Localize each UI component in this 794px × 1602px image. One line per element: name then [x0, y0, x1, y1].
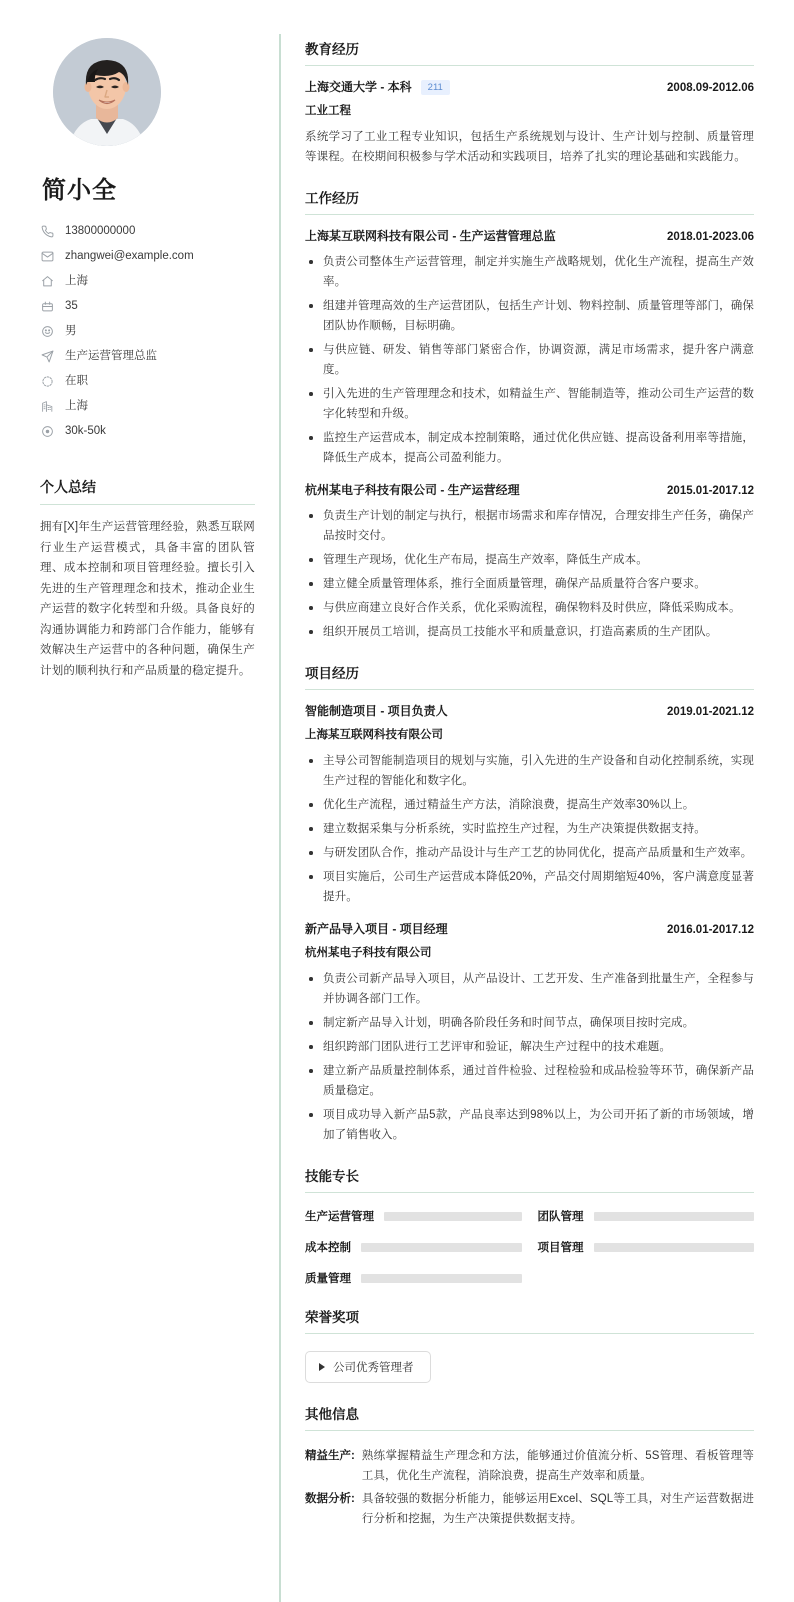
summary-text: 拥有[X]年生产运营管理经验，熟悉互联网行业生产运营模式，具备丰富的团队管理、成本控制和项目管理经验。擅长引入先进的生产管理理念和技术，推动企业生产运营的数字化转型和升级。具备良好的沟通协调能力和跨部门合作能力，能够有效解决生产运营中的各种问题，确保生产计划的顺利执行和产品质量的稳定提升。 [40, 521, 255, 677]
contact-item-position [40, 348, 255, 364]
summary-heading: 个人总结 [40, 477, 255, 505]
list-item: 与供应链、研发、销售等部门紧密合作，协调资源，满足市场需求，提升客户满意度。 [305, 340, 754, 380]
work-bullets [305, 252, 754, 468]
other-info-heading: 其他信息 [305, 1403, 754, 1431]
education-heading: 教育经历 [305, 38, 754, 66]
contact-item-salary [40, 423, 255, 439]
work-date: 2018.01-2023.06 [667, 231, 754, 243]
project-bullets [305, 969, 754, 1145]
work-heading: 工作经历 [305, 187, 754, 215]
list-item: 优化生产流程，通过精益生产方法，消除浪费，提高生产效率30%以上。 [305, 795, 754, 815]
list-item: 项目成功导入新产品5款，产品良率达到98%以上，为公司开拓了新的市场领域，增加了销售收入。 [305, 1105, 754, 1145]
work-entry [305, 482, 754, 642]
home-icon [40, 274, 55, 289]
contact-value: 上海 [65, 400, 88, 412]
mail-icon [40, 249, 55, 264]
list-item: 引入先进的生产管理理念和技术，如精益生产、智能制造等，推动公司生产运营的数字化转型和升级。 [305, 384, 754, 424]
skill-label: 成本控制 [305, 1242, 351, 1254]
other-info-section [305, 1403, 754, 1529]
project-company: 杭州某电子科技有限公司 [305, 947, 432, 959]
contact-value: 男 [65, 325, 77, 337]
work-title: 上海某互联网科技有限公司 - 生产运营管理总监 [305, 229, 556, 243]
gender-icon [40, 324, 55, 339]
other-info-value: 具备较强的数据分析能力，能够运用Excel、SQL等工具，对生产运营数据进行分析和挖掘，为生产决策提供数据支持。 [361, 1493, 754, 1525]
list-item: 负责公司整体生产运营管理，制定并实施生产战略规划，优化生产流程，提高生产效率。 [305, 252, 754, 292]
education-entry [305, 79, 754, 167]
work-section [305, 187, 754, 642]
contact-value: 35 [65, 300, 78, 312]
project-entry [305, 921, 754, 1145]
entry-header [305, 921, 754, 938]
list-item: 建立数据采集与分析系统，实时监控生产过程，为生产决策提供数据支持。 [305, 819, 754, 839]
skill-progress-track [361, 1243, 522, 1252]
other-info-value: 熟练掌握精益生产理念和方法，能够通过价值流分析、5S管理、看板管理等工具，优化生产流程，消除浪费，提高生产效率和质量。 [361, 1450, 754, 1482]
work-entry [305, 228, 754, 468]
contact-value: 30k-50k [65, 425, 106, 437]
contact-item-location [40, 273, 255, 289]
sidebar [0, 0, 281, 1602]
list-item: 监控生产运营成本，制定成本控制策略，通过优化供应链、提高设备利用率等措施，降低生产成本，提高公司盈利能力。 [305, 428, 754, 468]
skill-item [538, 1239, 755, 1255]
skill-progress-track [594, 1212, 755, 1221]
honor-chip[interactable] [305, 1351, 431, 1383]
skill-item [538, 1208, 755, 1224]
list-item: 管理生产现场，优化生产布局，提高生产效率，降低生产成本。 [305, 550, 754, 570]
entry-header [305, 482, 754, 499]
skill-progress-track [594, 1243, 755, 1252]
work-title: 杭州某电子科技有限公司 - 生产运营经理 [305, 483, 520, 497]
project-bullets [305, 751, 754, 907]
other-info-label: 数据分析: [305, 1493, 355, 1505]
triangle-bullet-icon [319, 1363, 325, 1371]
education-date: 2008.09-2012.06 [667, 82, 754, 94]
entry-header [305, 79, 754, 96]
contact-value: 在职 [65, 375, 88, 387]
main-content [281, 0, 794, 1602]
list-item: 与供应商建立良好合作关系，优化采购流程，确保物料及时供应，降低采购成本。 [305, 598, 754, 618]
skill-item [305, 1270, 522, 1286]
avatar [53, 38, 161, 146]
work-bullets [305, 506, 754, 642]
summary-section [40, 477, 255, 681]
skill-label: 团队管理 [537, 1211, 584, 1223]
skill-item [305, 1239, 522, 1255]
contact-item-gender [40, 323, 255, 339]
phone-icon [40, 224, 55, 239]
list-item: 制定新产品导入计划，明确各阶段任务和时间节点，确保项目按时完成。 [305, 1013, 754, 1033]
list-item: 项目实施后，公司生产运营成本降低20%，产品交付周期缩短40%，客户满意度显著提升。 [305, 867, 754, 907]
list-item: 与研发团队合作，推动产品设计与生产工艺的协同优化，提高产品质量和生产效率。 [305, 843, 754, 863]
skill-label: 生产运营管理 [305, 1211, 374, 1223]
other-info-row [305, 1446, 754, 1486]
contact-value: 上海 [65, 275, 88, 287]
skill-item [305, 1208, 522, 1224]
skills-grid [305, 1206, 754, 1286]
honors-list [305, 1347, 754, 1383]
contact-item-age [40, 298, 255, 314]
contact-item-phone [40, 223, 255, 239]
contact-value: 生产运营管理总监 [65, 350, 157, 362]
rocket-icon [40, 349, 55, 364]
list-item: 主导公司智能制造项目的规划与实施，引入先进的生产设备和自动化控制系统，实现生产过程的智能化和数字化。 [305, 751, 754, 791]
education-section [305, 38, 754, 167]
skill-progress-track [384, 1212, 522, 1221]
status-icon [40, 374, 55, 389]
contact-value: zhangwei@example.com [65, 250, 194, 262]
work-date: 2015.01-2017.12 [667, 485, 754, 497]
contact-item-status [40, 373, 255, 389]
project-title: 新产品导入项目 - 项目经理 [305, 922, 448, 936]
contact-value: 13800000000 [65, 225, 136, 237]
list-item: 组织开展员工培训，提高员工技能水平和质量意识，打造高素质的生产团队。 [305, 622, 754, 642]
entry-header [305, 703, 754, 720]
honors-heading: 荣誉奖项 [305, 1306, 754, 1334]
calendar-icon [40, 299, 55, 314]
education-description: 系统学习了工业工程专业知识，包括生产系统规划与设计、生产计划与控制、质量管理等课程。在校期间积极参与学术活动和实践项目，培养了扎实的理论基础和实践能力。 [305, 131, 754, 163]
other-info-row [305, 1489, 754, 1529]
project-title: 智能制造项目 - 项目负责人 [305, 704, 448, 718]
contact-item-email [40, 248, 255, 264]
school-badge-211: 211 [421, 80, 450, 95]
skills-section [305, 1165, 754, 1286]
project-date: 2019.01-2021.12 [667, 706, 754, 718]
project-date: 2016.01-2017.12 [667, 924, 754, 936]
other-info-label: 精益生产: [305, 1450, 355, 1462]
contact-list [40, 223, 255, 439]
skill-label: 质量管理 [305, 1273, 351, 1285]
projects-heading: 项目经历 [305, 662, 754, 690]
list-item: 建立新产品质量控制体系，通过首件检验、过程检验和成品检验等环节，确保新产品质量稳定。 [305, 1061, 754, 1101]
list-item: 负责生产计划的制定与执行，根据市场需求和库存情况，合理安排生产任务，确保产品按时交付。 [305, 506, 754, 546]
contact-item-city [40, 398, 255, 414]
project-entry [305, 703, 754, 907]
project-company: 上海某互联网科技有限公司 [305, 729, 443, 741]
list-item: 负责公司新产品导入项目，从产品设计、工艺开发、生产准备到批量生产，全程参与并协调各部门工作。 [305, 969, 754, 1009]
projects-section [305, 662, 754, 1145]
education-school [305, 79, 450, 96]
honor-label: 公司优秀管理者 [333, 1362, 414, 1374]
list-item: 组建并管理高效的生产运营团队，包括生产计划、物料控制、质量管理等部门，确保团队协作顺畅，目标明确。 [305, 296, 754, 336]
skills-heading: 技能专长 [305, 1165, 754, 1193]
entry-header [305, 228, 754, 245]
salary-icon [40, 424, 55, 439]
education-major: 工业工程 [305, 105, 351, 117]
other-info-list [305, 1444, 754, 1529]
honors-section [305, 1306, 754, 1383]
list-item: 组织跨部门团队进行工艺评审和验证，解决生产过程中的技术难题。 [305, 1037, 754, 1057]
school-name: 上海交通大学 - 本科 [305, 80, 412, 94]
skill-label: 项目管理 [537, 1242, 584, 1254]
skill-progress-track [361, 1274, 522, 1283]
city-icon [40, 399, 55, 414]
list-item: 建立健全质量管理体系，推行全面质量管理，确保产品质量符合客户要求。 [305, 574, 754, 594]
candidate-name: 简小全 [42, 177, 117, 204]
